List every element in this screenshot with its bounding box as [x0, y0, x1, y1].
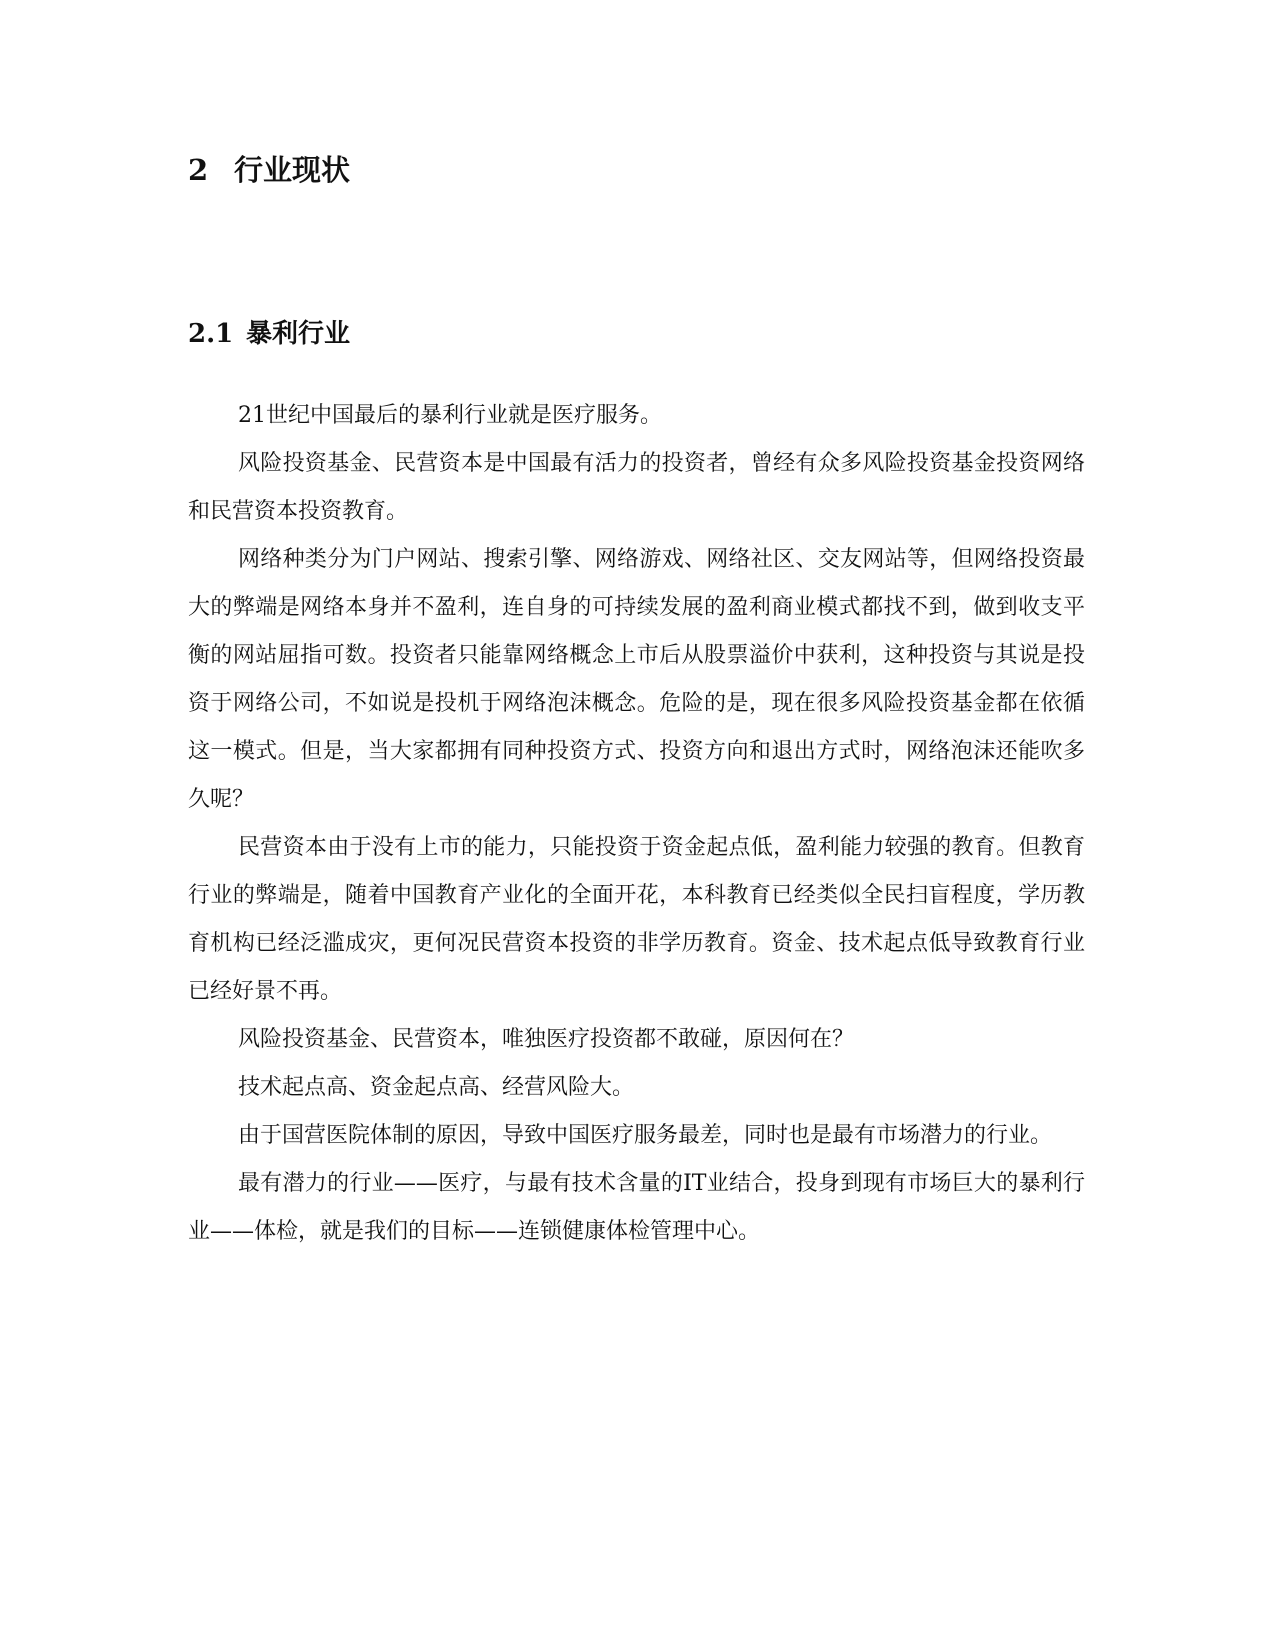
paragraph: 由于国营医院体制的原因，导致中国医疗服务最差，同时也是最有市场潜力的行业。 — [238, 1123, 1053, 1148]
paragraph: 21世纪中国最后的暴利行业就是医疗服务。 — [238, 403, 662, 428]
chapter-heading — [188, 150, 350, 190]
section-title: 暴利行业 — [246, 319, 351, 349]
paragraph: 风险投资基金、民营资本是中国最有活力的投资者，曾经有众多风险投资基金投资网络和民营资本投资教育。 — [188, 451, 1085, 524]
chapter-number: 2 — [188, 153, 209, 187]
section-body — [188, 392, 1085, 1256]
paragraph: 最有潜力的行业——医疗，与最有技术含量的IT业结合，投身到现有市场巨大的暴利行业——体检，就是我们的目标——连锁健康体检管理中心。 — [188, 1171, 1085, 1244]
paragraph: 技术起点高、资金起点高、经营风险大。 — [238, 1075, 635, 1100]
section-heading — [188, 316, 350, 352]
chapter-title: 行业现状 — [234, 153, 351, 187]
paragraph: 民营资本由于没有上市的能力，只能投资于资金起点低，盈利能力较强的教育。但教育行业的弊端是，随着中国教育产业化的全面开花，本科教育已经类似全民扫盲程度，学历教育机构已经泛滥成灾，更何况民营资本投资的非学历教育。资金、技术起点低导致教育行业已经好景不再。 — [188, 835, 1085, 1004]
paragraph: 网络种类分为门户网站、搜索引擎、网络游戏、网络社区、交友网站等，但网络投资最大的弊端是网络本身并不盈利，连自身的可持续发展的盈利商业模式都找不到，做到收支平衡的网站屈指可数。投资者只能靠网络概念上市后从股票溢价中获利，这种投资与其说是投资于网络公司，不如说是投机于网络泡沫概念。危险的是，现在很多风险投资基金都在依循这一模式。但是，当大家都拥有同种投资方式、投资方向和退出方式时，网络泡沫还能吹多久呢？ — [188, 547, 1085, 812]
section-number: 2.1 — [188, 319, 234, 349]
paragraph: 风险投资基金、民营资本，唯独医疗投资都不敢碰，原因何在？ — [238, 1027, 855, 1052]
